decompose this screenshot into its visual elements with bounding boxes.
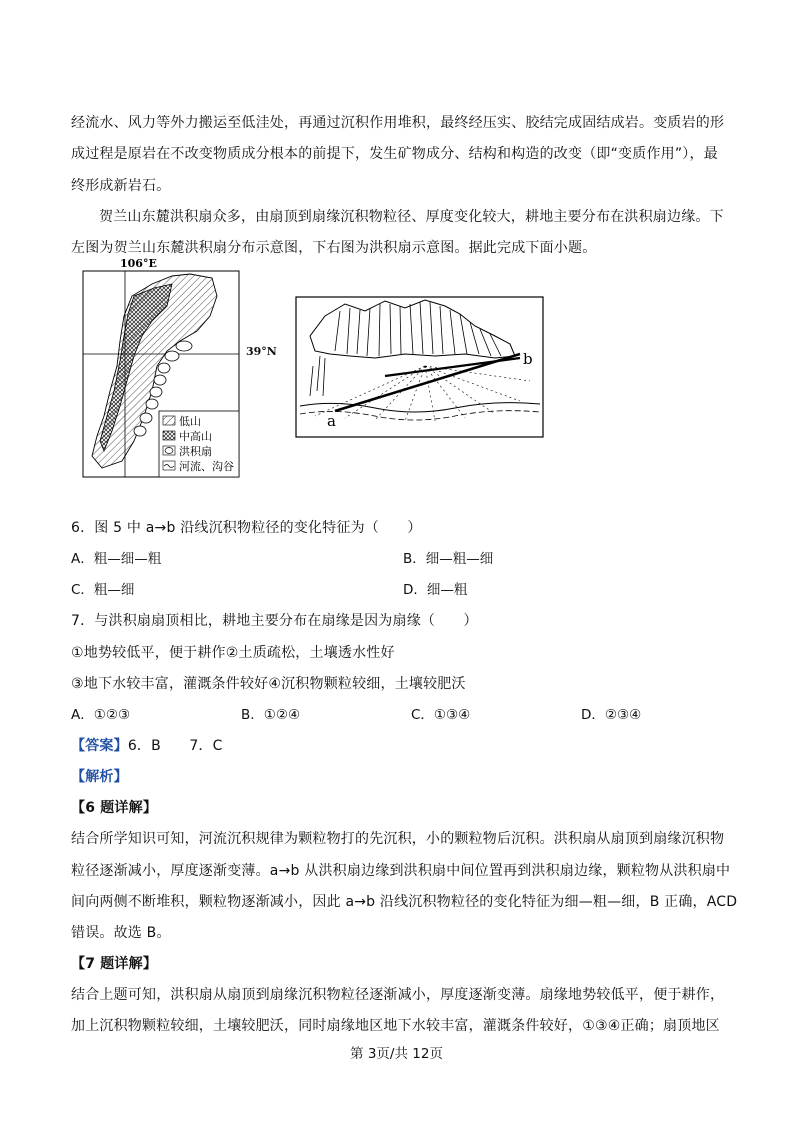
legend-low-mountain-swatch [163,416,175,425]
d6-line-1: 结合所学知识可知，河流沉积规律为颗粒物打的先沉积，小的颗粒物后沉积。洪积扇从扇顶到扇缘沉积物 [71,831,725,847]
page-footer: 第 3页/共 12页 [350,1046,443,1062]
q6-option-c: C．粗—细 [71,582,135,598]
q7-statement-1: ①地势较低平，便于耕作②土质疏松，土壤透水性好 [71,645,395,661]
answer-line [71,736,223,756]
d6-line-3: 间向两侧不断堆积，颗粒物逐渐减小，因此 a→b 沿线沉积物粒径的变化特征为细—粗—细，B 正确，ACD [71,894,738,910]
d7-line-1: 结合上题可知，洪积扇从扇顶到扇缘沉积物粒径逐渐减小，厚度逐渐变薄。扇缘地势较低平，便于耕作， [71,987,725,1003]
alluvial-fan-diagram [295,296,545,439]
q7-stem: 7．与洪积扇扇顶相比，耕地主要分布在扇缘是因为扇缘（ ） [71,613,478,629]
q7-option-b: B．①②④ [241,707,301,723]
q6-option-b: B．细—粗—细 [403,551,494,567]
analysis-label [71,767,128,787]
label-b: b [523,350,533,368]
q6-stem: 6．图 5 中 a→b 沿线沉积物粒径的变化特征为（ ） [71,520,422,536]
legend-high-mountain-swatch [163,431,175,440]
intro-line-1: 经流水、风力等外力搬运至低洼处，再通过沉积作用堆积，最终经压实、胶结完成固结成岩。变质岩的形 [71,115,725,131]
passage-line-1: 贺兰山东麓洪积扇众多，由扇顶到扇缘沉积物粒径、厚度变化较大，耕地主要分布在洪积扇边缘。下 [99,209,724,225]
d6-title: 【6 题详解】 [71,800,158,816]
longitude-label: 106°E [120,257,157,270]
passage-line-2: 左图为贺兰山东麓洪积扇分布示意图，下右图为洪积扇示意图。据此完成下面小题。 [71,240,597,256]
legend-river: 河流、沟谷 [179,460,234,473]
helan-fan-map [72,256,244,482]
answer-text: 6．B 7．C [127,738,223,754]
q7-option-d: D．②③④ [581,707,642,723]
d6-line-4: 错误。故选 B。 [71,925,171,941]
intro-line-3: 终形成新岩石。 [71,178,171,194]
q7-option-a: A．①②③ [71,707,131,723]
intro-line-2: 成过程是原岩在不改变物质成分根本的前提下，发生矿物成分、结构和构造的改变（即“变质作用”），最 [71,146,718,162]
q6-option-a: A．粗—细—粗 [71,551,162,567]
q7-statement-2: ③地下水较丰富，灌溉条件较好④沉积物颗粒较细，土壤较肥沃 [71,676,466,692]
legend-high-mountain: 中高山 [179,430,212,443]
legend-fan: 洪积扇 [179,445,212,458]
analysis-label-text: 【解析】 [71,769,128,785]
label-a: a [327,412,336,430]
d7-title: 【7 题详解】 [71,956,158,972]
d7-line-2: 加上沉积物颗粒较细，土壤较肥沃，同时扇缘地区地下水较丰富，灌溉条件较好，①③④正确；扇顶地区 [71,1018,720,1034]
legend-low-mountain: 低山 [179,415,201,428]
d6-line-2: 粒径逐渐减小，厚度逐渐变薄。a→b 从洪积扇边缘到洪积扇中间位置再到洪积扇边缘，颗粒物从洪积扇中 [71,863,731,879]
answer-label: 【答案】 [71,738,128,754]
q7-option-c: C．①③④ [411,707,471,723]
latitude-label-text: 39°N [246,345,277,358]
q6-option-d: D．细—粗 [403,582,468,598]
